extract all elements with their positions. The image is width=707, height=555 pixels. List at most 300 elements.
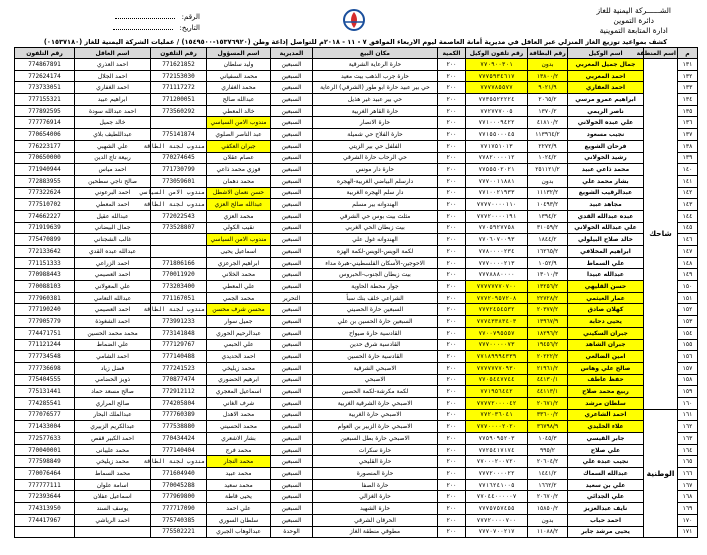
cell-aqil: علي الشهبي	[75, 140, 151, 152]
column-header: مكان البيع	[313, 48, 438, 59]
cell-agent: علي بن سعيد	[568, 479, 644, 491]
cell-resp: محمد الغفاري	[207, 82, 271, 94]
cell-aphone: ٧٧٣٥٥٢٢٢٢٤	[466, 94, 528, 106]
column-header: اسم المنطقة	[636, 49, 676, 57]
cell-agent: علي الجدائي	[568, 491, 644, 503]
cell-resp: علي الحبمي	[207, 339, 271, 351]
table-row	[15, 82, 698, 94]
cell-aqil: محمد السماط	[75, 468, 151, 480]
cell-qphone: 777960381	[15, 292, 75, 304]
cell-card: ١٣٧٠/٢	[528, 105, 568, 117]
cell-qphone: 770988443	[15, 269, 75, 281]
cell-n: ١٦١	[678, 409, 698, 421]
cell-agent: سلطان مرشد	[568, 397, 644, 409]
cell-resp: حسن نعمان الاشطل	[207, 187, 271, 199]
cell-place: السبعين حارة الحسين بن علي	[313, 316, 438, 328]
cell-aphone: ٧٧٧٧٠٠٠٠١١٠	[466, 199, 528, 211]
cell-n: ١٥٦	[678, 351, 698, 363]
cell-card: ٤١٨١٠/٢	[528, 117, 568, 129]
cell-resp: عصام عقلان	[207, 152, 271, 164]
column-header: م	[678, 48, 698, 59]
cell-aphone: ٧٧٧٠٠٠٠٢١٣	[466, 257, 528, 269]
cell-qty: ٢٠٠	[438, 444, 466, 456]
cell-card: ١٠٤٥/٣	[528, 433, 568, 445]
table-row	[15, 339, 698, 351]
cell-resp: محمد فرج	[207, 444, 271, 456]
cell-qty: ٢٠٠	[438, 187, 466, 199]
cell-place: مثلث بيت بوس حي الشرقي	[313, 210, 438, 222]
cell-n: ١٤٢	[678, 187, 698, 199]
region-cell: الوطنية	[644, 409, 678, 538]
cell-n: ١٣٦	[678, 117, 698, 129]
cell-place: حارة الانصار	[313, 117, 438, 129]
cell-place: بيت زبطان الحي الغربي	[313, 222, 438, 234]
cell-qphone: 774313950	[15, 503, 75, 515]
cell-dist: السبعين	[271, 82, 313, 94]
cell-dist: السبعين	[271, 503, 313, 515]
cell-resp: جميل سوار	[207, 316, 271, 328]
cell-card: ١٨٢٩٦/٢	[528, 327, 568, 339]
cell-place: الاحوجين-الأسكان الفلسطيني-هبرة مداء	[313, 257, 438, 269]
cell-qphone: 773733051	[15, 82, 75, 94]
cell-resp: محمد السفياني	[207, 70, 271, 82]
cell-card: ٣٣٦٠٠/٢	[528, 409, 568, 421]
cell-qphone: 772133642	[15, 246, 75, 258]
cell-resp: علي المعطي	[207, 281, 271, 293]
cell-dist: السبعين	[271, 199, 313, 211]
date-label: التاريخ	[181, 24, 200, 32]
cell-dist: السبعين	[271, 456, 313, 468]
cell-qphone: 774662227	[15, 210, 75, 222]
table-row	[15, 187, 698, 199]
table-row	[15, 327, 698, 339]
cell-place: حارة المنصورة	[313, 468, 438, 480]
cell-n: ١٦٧	[678, 479, 698, 491]
table-row	[15, 105, 698, 117]
cell-n: ١٦٠	[678, 397, 698, 409]
cell-agent: علي السماط	[568, 257, 644, 269]
cell-qphone: 770650000	[15, 152, 75, 164]
cell-card: ١٨٤٤/٢	[528, 234, 568, 246]
cell-aphone: ٧٧٧٠٠٠٠٠٧٣	[466, 339, 528, 351]
cell-rphone: 773560292	[151, 105, 207, 117]
cell-place: القادسية حارة صيواح	[313, 327, 438, 339]
cell-place: بيت زبطان الجنوب-الحبروس	[313, 269, 438, 281]
cell-aqil: احمد مياس	[75, 164, 151, 176]
cell-aphone: ٧٧٢٠٣٦٠٤١	[466, 409, 528, 421]
cell-rphone: 777129767	[151, 339, 207, 351]
cell-n: ١٦٣	[678, 433, 698, 445]
cell-qty: ٢٠٠	[438, 374, 466, 386]
cell-aqil: عبدالكريم الزبيري	[75, 421, 151, 433]
cell-resp: محمد النجار	[207, 456, 271, 468]
cell-aphone: ٧٧٧٧٨٥٥٧٧	[466, 82, 528, 94]
cell-rphone: 770011920	[151, 269, 207, 281]
table-row	[15, 246, 698, 258]
cell-qphone: 771151333	[15, 257, 75, 269]
cell-n: ١٦٩	[678, 503, 698, 515]
cell-qty: ٢٠٠	[438, 327, 466, 339]
cell-qty: ٢٠٠	[438, 140, 466, 152]
cell-qphone: 770040001	[15, 444, 75, 456]
cell-aqil: ابراهيم عبيد	[75, 94, 151, 106]
cell-card: ٤٤١١٣/١	[528, 386, 568, 398]
cell-qty: ٢٠٠	[438, 386, 466, 398]
cell-agent: نجيب عبده علي	[568, 456, 644, 468]
cell-card: ١٠٥٢/٩	[528, 257, 568, 269]
cell-qphone: 774867891	[15, 59, 75, 71]
cell-qphone: 772624174	[15, 70, 75, 82]
cell-qty: ٢٠٠	[438, 351, 466, 363]
cell-qty: ٢٠٠	[438, 269, 466, 281]
cell-card: بدون	[528, 514, 568, 526]
column-header: الكمية	[438, 48, 466, 59]
cell-rphone: 777241523	[151, 362, 207, 374]
cell-aphone: ٧٧٧٢٠٠٠٠٧٠٠	[466, 514, 528, 526]
cell-rphone: 771604940	[151, 468, 207, 480]
cell-agent: صالح علي وهاس	[568, 362, 644, 374]
table-row	[15, 362, 698, 374]
table-row	[15, 374, 698, 386]
cell-resp: احمد الحديدي	[207, 351, 271, 363]
company-name: الشــــــركة اليمنية للغاز	[596, 6, 671, 15]
cell-rphone: 777140488	[151, 351, 207, 363]
cell-card: ١٤٤١/٢	[528, 468, 568, 480]
cell-rphone: 772912112	[151, 386, 207, 398]
cell-agent: فرحان الشويع	[568, 140, 644, 152]
cell-dist: السبعين	[271, 468, 313, 480]
cell-card: ٢٢٧٢٨/٢	[528, 292, 568, 304]
cell-agent: امين الضالعي	[568, 351, 644, 363]
cell-qty: ٢٠٠	[438, 456, 466, 468]
cell-aphone: ٧٧٧٧٧٧٧٠٧٠٠	[466, 281, 528, 293]
cell-aphone: ٧٧٧٧٧٧٧٠٩٣٠	[466, 362, 528, 374]
cell-aphone: ٧٧٧٠٠١١٨٨١	[466, 175, 528, 187]
cell-n: ١٤٠	[678, 164, 698, 176]
table-row	[15, 316, 698, 328]
cell-dist: السبعين	[271, 129, 313, 141]
cell-qphone: 777892595	[15, 105, 75, 117]
cell-rphone: 771621852	[151, 59, 207, 71]
cell-qty: ٢٠٠	[438, 479, 466, 491]
cell-rphone: 777717090	[151, 503, 207, 515]
cell-resp: سلطان السوري	[207, 514, 271, 526]
cell-aphone: ٧٧١٩٥٦٤٤٢	[466, 386, 528, 398]
table-row	[15, 421, 698, 433]
cell-place: حارة الفلاح حي شميلة	[313, 129, 438, 141]
column-header: المديرية	[271, 48, 313, 59]
cell-aqil: احمد العصيمي	[75, 304, 151, 316]
cell-aqil: عبدالله عبده القدي	[75, 246, 151, 258]
cell-dist: السبعين	[271, 152, 313, 164]
cell-n: ١٤٧	[678, 246, 698, 258]
cell-dist: السبعين	[271, 94, 313, 106]
cell-agent: بشار محمد علي	[568, 175, 644, 187]
cell-rphone: 774205804	[151, 397, 207, 409]
cell-resp: وليد سلطان	[207, 59, 271, 71]
cell-qphone: 772393644	[15, 491, 75, 503]
cell-card: ١٦٦٢/٢	[528, 479, 568, 491]
cell-qphone: 776223177	[15, 140, 75, 152]
cell-qty: ٢٠٠	[438, 152, 466, 164]
cell-resp: محمد دهمان	[207, 175, 271, 187]
cell-n: ١٥٤	[678, 327, 698, 339]
cell-dist: السبعين	[271, 246, 313, 258]
cell-aphone: ٧٧٧٢٠٠٠٠٢٢	[466, 468, 528, 480]
cell-dist: السبعين	[271, 479, 313, 491]
cell-agent: احمد الشاعري	[568, 409, 644, 421]
cell-qphone: 772883955	[15, 175, 75, 187]
cell-rphone: 771200051	[151, 94, 207, 106]
cell-n: ١٣٤	[678, 94, 698, 106]
cell-aphone: ٧٧٧٥٩٣٤٦١٧	[466, 70, 528, 82]
table-row	[15, 409, 698, 421]
cell-aqil: احمد الشامي	[75, 351, 151, 363]
table-row	[15, 514, 698, 526]
cell-resp: محسن شرف محسن	[207, 304, 271, 316]
cell-rphone: 775141874	[151, 129, 207, 141]
cell-aqil: احمد الكبير قفص	[75, 433, 151, 445]
cell-aqil: محمد عليبانى	[75, 444, 151, 456]
cell-n: ١٤٣	[678, 199, 698, 211]
cell-agent: جابر القيسي	[568, 433, 644, 445]
cell-place: الاصبحي	[313, 374, 438, 386]
cell-card: بدون	[528, 175, 568, 187]
cell-qphone: 777155321	[15, 94, 75, 106]
cell-aphone: ٧٧٠٦٠٧٠٠٩٣	[466, 234, 528, 246]
cell-aqil: عبدالملك البحار	[75, 409, 151, 421]
cell-card: ١١٠٨٨/٢	[528, 526, 568, 538]
cell-agent: علي صلاح	[568, 444, 644, 456]
cell-agent: علاء الخليدي	[568, 421, 644, 433]
cell-dist: السبعين	[271, 210, 313, 222]
cell-qty: ٢٠٠	[438, 246, 466, 258]
cell-qty: ٢٠٠	[438, 292, 466, 304]
cell-rphone: 771730799	[151, 164, 207, 176]
region-cell: شاحك	[644, 59, 678, 410]
cell-qty: ٢٠٠	[438, 257, 466, 269]
cell-place: الاصبحي الشرقية	[313, 362, 438, 374]
cell-n: ١٥٥	[678, 339, 698, 351]
cell-place: الحرقان الشرقي	[313, 514, 438, 526]
table-row	[15, 444, 698, 456]
cell-agent: مجاهد عبيد	[568, 199, 644, 211]
cell-resp: ابرهيم الحضوري	[207, 374, 271, 386]
cell-rphone: 770434424	[151, 433, 207, 445]
cell-aphone: ٧٧٥٥٥٠٢٠٢١	[466, 164, 528, 176]
cell-n: ١٧٠	[678, 514, 698, 526]
table-row	[15, 164, 698, 176]
cell-qphone: 777510702	[15, 199, 75, 211]
cell-aphone: ٧٧٧٢٤٥٤٥٣٢	[466, 304, 528, 316]
table-row	[15, 491, 698, 503]
table-row	[15, 152, 698, 164]
cell-place: حارة سكرات	[313, 444, 438, 456]
cell-agent: جبران السكيني	[568, 327, 644, 339]
table-row	[15, 140, 698, 152]
cell-resp: عبدالوهاب الجبري	[207, 526, 271, 538]
column-header: رقم التلفون	[15, 48, 75, 59]
cell-resp: شرف الغاني	[207, 397, 271, 409]
ref-label: الرقم	[184, 13, 200, 21]
cell-resp: عبدالله صالح	[207, 94, 271, 106]
cell-place: القادسية حارة الحسين	[313, 351, 438, 363]
cell-qphone: 774417967	[15, 514, 75, 526]
column-header: رقم التلفون	[151, 48, 207, 59]
cell-resp: مندوب الامن السياسي	[207, 234, 271, 246]
cell-card: ١٦٢٦٥/٢	[528, 246, 568, 258]
company-logo-icon	[342, 8, 366, 32]
cell-card: ٢٥١١٢١/٢	[528, 164, 568, 176]
cell-place: لكمة الويس-الويس-لكمة الهزه	[313, 246, 438, 258]
cell-n: ١٤٩	[678, 269, 698, 281]
cell-card: ٩٠٢١/٩	[528, 82, 568, 94]
cell-resp: عبدالله صالح العزي	[207, 199, 271, 211]
cell-card: ٤٤١٣٠/١	[528, 374, 568, 386]
cell-agent: رشيد الخولاني	[568, 152, 644, 164]
cell-aphone: ٧٧٠٩٠٠٣٠١	[466, 59, 528, 71]
cell-aqil: احمد عبدالله سودة	[75, 105, 151, 117]
cell-agent: حفظ عاطف	[568, 374, 644, 386]
cell-place: حي بير عبيد غير هذيل	[313, 94, 438, 106]
cell-place: الشراعي خلف بنك سبأ	[313, 292, 438, 304]
cell-qty: ٢٠٠	[438, 304, 466, 316]
cell-dist: السبعين	[271, 491, 313, 503]
cell-agent: ابراهيم المخلافي	[568, 246, 644, 258]
cell-rphone: 770274645	[151, 152, 207, 164]
cell-rphone: 773528807	[151, 222, 207, 234]
cell-dist: السبعين	[271, 351, 313, 363]
cell-qphone: 774471751	[15, 327, 75, 339]
cell-dist: السبعين	[271, 514, 313, 526]
cell-agent: ناصر الريمي	[568, 105, 644, 117]
table-header-row	[15, 48, 698, 59]
cell-dist: السبعين	[271, 374, 313, 386]
cell-dist: السبعين	[271, 433, 313, 445]
cell-agent: جبران الشاهد	[568, 339, 644, 351]
cell-n: ١٣٥	[678, 105, 698, 117]
cell-place: الهندوانه غول علي	[313, 234, 438, 246]
cell-rphone: 770045288	[151, 479, 207, 491]
cell-agent: نجيب مسعود	[568, 129, 644, 141]
cell-qty: ٢٠٠	[438, 175, 466, 187]
cell-qty: ٢٠٠	[438, 503, 466, 515]
cell-n: ١٦٦	[678, 468, 698, 480]
cell-dist: السبعين	[271, 140, 313, 152]
document-title: كشف بمواعيد توزيع الغاز المنزلي عبر العاقل في مديرية أمانة العاصمة ليوم الاربعاء الموافق ٧ - ١١ - ٢٠١٨م للتواصل إذاعة وطن (١٥٣٧٦٩٢٠-١٥٤٩٥٠٠) / عمليات الشركة اليمنية للغاز (٠١٥٣٧١٨٠)	[43, 38, 668, 46]
cell-qphone: 775131441	[15, 386, 75, 398]
cell-aphone: ٧٧٧٠٧٠٠٢١٧	[466, 526, 528, 538]
cell-card: ١٣٩٤/٢	[528, 210, 568, 222]
cell-n: ١٦٢	[678, 421, 698, 433]
cell-n: ١٥١	[678, 292, 698, 304]
cell-aphone: ٧٧٠٠٧٩٥٥٥٧	[466, 327, 528, 339]
cell-rphone: 773141848	[151, 327, 207, 339]
cell-card: ٢١٩٦١/٢	[528, 362, 568, 374]
cell-aqil: احمد العذري	[75, 59, 151, 71]
cell-resp: اسماعيل يحيى	[207, 246, 271, 258]
cell-qphone: 770654006	[15, 129, 75, 141]
table-row	[15, 503, 698, 515]
cell-place: الاصبحي حارة بطل السبعين	[313, 433, 438, 445]
cell-n: ١٥٠	[678, 281, 698, 293]
cell-place: حارة الشهيد	[313, 503, 438, 515]
cell-place: مطوقي منطقة الغاز	[313, 526, 438, 538]
table-row	[15, 59, 698, 71]
cell-qty: ٢٠٠	[438, 397, 466, 409]
cell-dist: السبعين	[271, 397, 313, 409]
cell-qty: ٢٠٠	[438, 362, 466, 374]
cell-n: ١٣٣	[678, 82, 698, 94]
cell-aphone: ٧٧٧٧٢٠٠٠٠٤٢	[466, 397, 528, 409]
date-line	[113, 29, 173, 30]
table-row	[15, 94, 698, 106]
cell-place: الهندوانه بير مسلم	[313, 199, 438, 211]
cell-n: ١٣٢	[678, 70, 698, 82]
cell-aphone: ٧٧٠٥٤٤٧٧٤٤	[466, 374, 528, 386]
cell-rphone	[151, 234, 207, 246]
cell-card: ١٣٠١٠/٣	[528, 269, 568, 281]
cell-resp: محمد الخلاني	[207, 269, 271, 281]
cell-card: ١٠٤٩٣/٢	[528, 199, 568, 211]
cell-aqil: احمد الزراعي	[75, 257, 151, 269]
cell-agent: احمد المغربي	[568, 70, 644, 82]
cell-card: ٢٠٦٥/٢	[528, 94, 568, 106]
cell-dist: الوحدة	[271, 526, 313, 538]
cell-qty: ٢٠٠	[438, 199, 466, 211]
column-header: رقم تلفون الوكيل	[466, 48, 528, 59]
cell-n: ١٥٢	[678, 304, 698, 316]
cell-n: ١٧١	[678, 526, 698, 538]
table-row	[15, 479, 698, 491]
cell-resp: بشار الاشعري	[207, 433, 271, 445]
cell-qphone: 777734548	[15, 351, 75, 363]
cell-aqil: محمد زيليخي	[75, 456, 151, 468]
cell-card: ١٠٢٤/٢	[528, 152, 568, 164]
cell-dist: السبعين	[271, 339, 313, 351]
cell-aqil: احمد المعطي	[75, 199, 151, 211]
cell-rphone: 777969800	[151, 491, 207, 503]
cell-aphone: ٧٧٢٧٧٧٠٠٥	[466, 105, 528, 117]
cell-agent: محمد ذاعي عبيد	[568, 164, 644, 176]
cell-qphone: 777777111	[15, 479, 75, 491]
cell-qphone: 777736698	[15, 362, 75, 374]
cell-card: ٢٠٦٧٠/٢	[528, 491, 568, 503]
cell-n: ١٤٤	[678, 210, 698, 222]
cell-qty: ٢٠٠	[438, 117, 466, 129]
cell-aqil: احمد الرياشي	[75, 514, 151, 526]
cell-place: السبعين حارة الحصيني	[313, 304, 438, 316]
cell-aqil: خالد جميل	[75, 117, 151, 129]
cell-aqil: يوسف السند	[75, 503, 151, 515]
cell-qty: ٢٠٠	[438, 339, 466, 351]
cell-qty: ٢٠٠	[438, 409, 466, 421]
cell-resp: عبدالرحيم الحوري	[207, 327, 271, 339]
cell-dist: السبعين	[271, 316, 313, 328]
cell-qty: ٢٠٠	[438, 222, 466, 234]
cell-qphone: 775404555	[15, 374, 75, 386]
cell-dist: السبعين	[271, 386, 313, 398]
cell-agent: علي عبدالله الخولاني	[568, 222, 644, 234]
cell-rphone	[151, 246, 207, 258]
cell-n: ١٤٨	[678, 257, 698, 269]
cell-agent: احمد حباب	[568, 514, 644, 526]
cell-resp: يحيى قاطة	[207, 491, 271, 503]
cell-qphone: 777905779	[15, 316, 75, 328]
cell-rphone: 771806166	[151, 257, 207, 269]
cell-card: ٢٢٧٢/٩	[528, 140, 568, 152]
cell-n: ١٥٨	[678, 374, 698, 386]
